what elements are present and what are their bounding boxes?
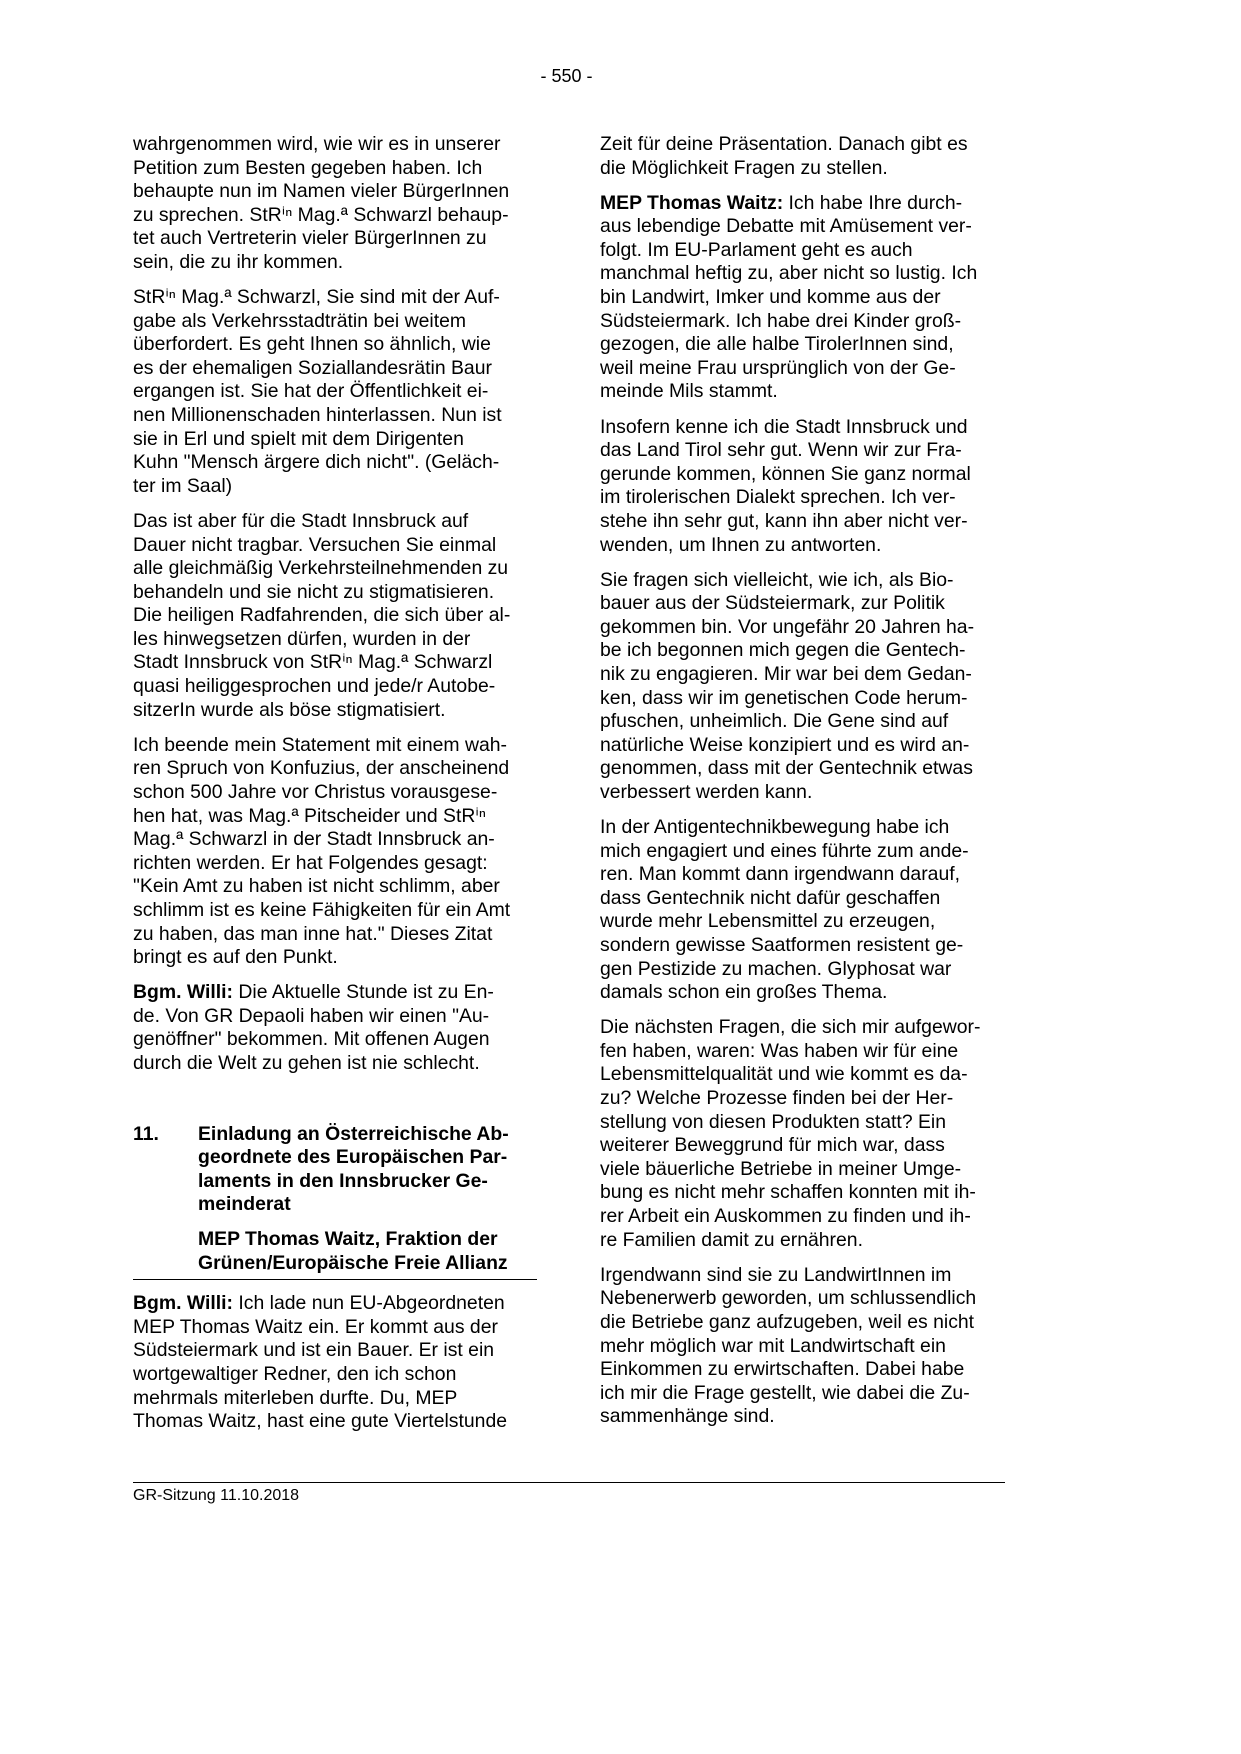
- text-line: nik zu engagieren. Mir war bei dem Gedan-: [600, 662, 972, 685]
- text-line: fen haben, waren: Was haben wir für eine: [600, 1039, 959, 1062]
- text-line: sie in Erl und spielt mit dem Dirigenten: [133, 427, 464, 450]
- text-line: stehe ihn sehr gut, kann ihn aber nicht ver-: [600, 509, 968, 532]
- heading-line: Einladung an Österreichische Ab-: [198, 1122, 509, 1145]
- left-paragraphs-before: [133, 133, 553, 1076]
- text-line: "Kein Amt zu haben ist nicht schlimm, aber: [133, 875, 500, 898]
- paragraph: [600, 133, 1020, 180]
- speech-text: Ich habe Ihre durch-: [783, 191, 963, 214]
- heading-divider: [133, 1279, 537, 1280]
- paragraph: [600, 569, 1020, 805]
- agenda-item-subtitle: [198, 1228, 553, 1275]
- text-line: wahrgenommen wird, wie wir es in unserer: [133, 133, 501, 155]
- text-line: les hinwegsetzen dürfen, wurden in der: [133, 627, 471, 650]
- text-line: In der Antigentechnikbewegung habe ich: [600, 816, 950, 839]
- text-line: Einkommen zu erwirtschaften. Dabei habe: [600, 1358, 965, 1381]
- text-line: ren Spruch von Konfuzius, der anscheinend: [133, 757, 510, 780]
- paragraph: [133, 734, 553, 970]
- agenda-item-title: [198, 1123, 553, 1217]
- text-line: viele bäuerliche Betriebe in meiner Umge-: [600, 1157, 962, 1180]
- text-line: ich mir die Frage gestellt, wie dabei die Zu-: [600, 1381, 970, 1404]
- text-line: sein, die zu ihr kommen.: [133, 250, 344, 273]
- text-line: Mag.ª Schwarzl in der Stadt Innsbruck an-: [133, 828, 495, 851]
- text-line: gabe als Verkehrsstadträtin bei weitem: [133, 309, 467, 332]
- text-line: manchmal heftig zu, aber nicht so lustig. Ich: [600, 262, 978, 285]
- text-line: Zeit für deine Präsentation. Danach gibt es: [600, 133, 968, 155]
- text-line: die Möglichkeit Fragen zu stellen.: [600, 156, 888, 179]
- text-line: Dauer nicht tragbar. Versuchen Sie einmal: [133, 533, 497, 556]
- text-line: Petition zum Besten gegeben haben. Ich: [133, 156, 483, 179]
- text-line: schlimm ist es keine Fähigkeiten für ein Amt: [133, 898, 511, 921]
- text-line: Stadt Innsbruck von StRⁱⁿ Mag.ª Schwarzl: [133, 651, 493, 674]
- text-line: bauer aus der Südsteiermark, zur Politik: [600, 592, 945, 615]
- text-line: [133, 1292, 553, 1316]
- agenda-item-number: 11.: [133, 1122, 159, 1145]
- heading-line: geordnete des Europäischen Par-: [198, 1146, 508, 1169]
- text-line: rer Arbeit ein Auskommen zu finden und ih-: [600, 1205, 971, 1228]
- text-line: Die heiligen Radfahrenden, die sich über al-: [133, 604, 511, 627]
- text-line: zu? Welche Prozesse finden bei der Her-: [600, 1087, 954, 1110]
- text-line: mehrmals miterleben durfte. Du, MEP: [133, 1386, 458, 1409]
- text-line: bin Landwirt, Imker und komme aus der: [600, 286, 941, 309]
- text-line: Lebensmittelqualität und wie kommt es da-: [600, 1063, 968, 1086]
- text-line: meinde Mils stammt.: [600, 380, 778, 403]
- text-line: sammenhänge sind.: [600, 1405, 775, 1428]
- text-line: die Betriebe ganz aufzugeben, weil es nicht: [600, 1310, 975, 1333]
- text-line: wenden, um Ihnen zu antworten.: [600, 533, 882, 556]
- text-line: nen Millionenschaden hinterlassen. Nun ist: [133, 404, 502, 427]
- text-line: sitzerIn wurde als böse stigmatisiert.: [133, 698, 446, 721]
- speech-text: Die Aktuelle Stunde ist zu En-: [233, 981, 494, 1004]
- text-line: behaupte nun im Namen vieler BürgerInnen: [133, 180, 510, 203]
- text-line: es der ehemaligen Soziallandesrätin Baur: [133, 356, 492, 379]
- left-column: [133, 133, 553, 1445]
- footer-divider: [133, 1482, 1005, 1483]
- text-line: Thomas Waitz, hast eine gute Viertelstunde: [133, 1410, 508, 1433]
- text-line: überfordert. Es geht Ihnen so ähnlich, wie: [133, 333, 491, 356]
- text-line: de. Von GR Depaoli haben wir einen "Au-: [133, 1004, 490, 1027]
- paragraph: [600, 1016, 1020, 1252]
- right-column: [600, 133, 1020, 1440]
- text-line: wurde mehr Lebensmittel zu erzeugen,: [600, 910, 936, 933]
- text-line: folgt. Im EU-Parlament geht es auch: [600, 238, 913, 261]
- text-line: zu haben, das man inne hat." Dieses Zitat: [133, 922, 493, 945]
- text-line: alle gleichmäßig Verkehrsteilnehmenden zu: [133, 557, 509, 580]
- text-line: verbessert werden kann.: [600, 780, 813, 803]
- text-line: Insofern kenne ich die Stadt Innsbruck und: [600, 415, 968, 438]
- heading-line: meinderat: [198, 1193, 291, 1216]
- text-line: Das ist aber für die Stadt Innsbruck auf: [133, 509, 469, 532]
- text-line: gerunde kommen, können Sie ganz normal: [600, 462, 971, 485]
- text-line: gekommen bin. Vor ungefähr 20 Jahren ha-: [600, 615, 975, 638]
- text-line: genommen, dass mit der Gentechnik etwas: [600, 757, 973, 780]
- text-line: [133, 981, 553, 1005]
- text-line: ren. Man kommt dann irgendwann darauf,: [600, 863, 961, 886]
- text-line: be ich begonnen mich gegen die Gentech-: [600, 639, 966, 662]
- speaker-name: MEP Thomas Waitz:: [600, 191, 784, 214]
- text-line: Irgendwann sind sie zu LandwirtInnen im: [600, 1263, 952, 1286]
- paragraph: [133, 981, 553, 1075]
- text-line: bung es nicht mehr schaffen konnten mit ih-: [600, 1181, 976, 1204]
- heading-line: Grünen/Europäische Freie Allianz: [198, 1251, 508, 1274]
- text-line: sondern gewisse Saatformen resistent ge-: [600, 934, 964, 956]
- speaker-name: Bgm. Willi:: [133, 1292, 234, 1315]
- paragraph: [600, 416, 1020, 558]
- heading-line: laments in den Innsbrucker Ge-: [198, 1169, 488, 1192]
- text-line: ergangen ist. Sie hat der Öffentlichkeit ei-: [133, 380, 489, 403]
- paragraph: [600, 1264, 1020, 1429]
- text-line: das Land Tirol sehr gut. Wenn wir zur Fra-: [600, 439, 962, 462]
- text-line: mich engagiert und eines führte zum ande-: [600, 839, 969, 862]
- left-paragraphs-after: [133, 1292, 553, 1434]
- text-line: richten werden. Er hat Folgendes gesagt:: [133, 851, 488, 874]
- text-line: mehr möglich war mit Landwirtschaft ein: [600, 1334, 946, 1357]
- text-line: bringt es auf den Punkt.: [133, 946, 338, 969]
- text-line: Ich beende mein Statement mit einem wah-: [133, 733, 507, 756]
- paragraph: [133, 1292, 553, 1434]
- text-line: durch die Welt zu gehen ist nie schlecht.: [133, 1051, 480, 1074]
- text-line: ken, dass wir im genetischen Code herum-: [600, 686, 968, 709]
- speech-text: Ich lade nun EU-Abgeordneten: [233, 1292, 505, 1315]
- text-line: damals schon ein großes Thema.: [600, 981, 888, 1004]
- paragraph: [133, 510, 553, 722]
- text-line: aus lebendige Debatte mit Amüsement ver-: [600, 215, 972, 238]
- text-line: stellung von diesen Produkten statt? Ein: [600, 1110, 947, 1133]
- text-line: ter im Saal): [133, 474, 233, 497]
- text-line: [600, 192, 1020, 216]
- text-line: MEP Thomas Waitz ein. Er kommt aus der: [133, 1315, 498, 1338]
- footer-text: GR-Sitzung 11.10.2018: [133, 1487, 300, 1504]
- text-line: Südsteiermark und ist ein Bauer. Er ist ein: [133, 1339, 495, 1362]
- text-line: gezogen, die alle halbe TirolerInnen sind,: [600, 333, 954, 356]
- text-line: quasi heiliggesprochen und jede/r Autobe-: [133, 675, 496, 698]
- page-number: - 550 -: [540, 66, 593, 86]
- text-line: wortgewaltiger Redner, den ich schon: [133, 1362, 457, 1385]
- heading-line: MEP Thomas Waitz, Fraktion der: [198, 1227, 498, 1250]
- text-line: Nebenerwerb geworden, um schlussendlich: [600, 1287, 977, 1310]
- text-line: im tirolerischen Dialekt sprechen. Ich ver-: [600, 486, 956, 509]
- paragraph: [133, 286, 553, 498]
- paragraph: [600, 192, 1020, 404]
- text-line: Südsteiermark. Ich habe drei Kinder groß-: [600, 309, 962, 332]
- text-line: schon 500 Jahre vor Christus vorausgese-: [133, 780, 498, 803]
- text-line: tet auch Vertreterin vieler BürgerInnen zu: [133, 227, 487, 250]
- text-line: hen hat, was Mag.ª Pitscheider und StRⁱⁿ: [133, 804, 486, 827]
- text-line: weiterer Beweggrund für mich war, dass: [600, 1134, 945, 1157]
- paragraph: [133, 133, 553, 275]
- text-line: dass Gentechnik nicht dafür geschaffen: [600, 886, 941, 909]
- text-line: Die nächsten Fragen, die sich mir aufgewor-: [600, 1016, 981, 1039]
- text-line: Kuhn "Mensch ärgere dich nicht". (Geläch-: [133, 451, 500, 474]
- right-paragraphs: [600, 133, 1020, 1429]
- text-line: Sie fragen sich vielleicht, wie ich, als Bio-: [600, 568, 954, 591]
- text-line: re Familien damit zu ernähren.: [600, 1228, 863, 1251]
- text-line: genöffner" bekommen. Mit offenen Augen: [133, 1028, 490, 1051]
- text-line: StRⁱⁿ Mag.ª Schwarzl, Sie sind mit der Auf-: [133, 286, 500, 309]
- text-line: natürliche Weise konzipiert und es wird an-: [600, 733, 970, 756]
- speaker-name: Bgm. Willi:: [133, 981, 234, 1004]
- text-line: pfuschen, unheimlich. Die Gene sind auf: [600, 710, 949, 733]
- text-line: weil meine Frau ursprünglich von der Ge-: [600, 356, 956, 379]
- paragraph: [600, 816, 1020, 1005]
- agenda-item-heading: [133, 1123, 553, 1276]
- text-line: behandeln und sie nicht zu stigmatisieren.: [133, 580, 495, 603]
- text-line: zu sprechen. StRⁱⁿ Mag.ª Schwarzl behaup-: [133, 203, 509, 226]
- text-line: gen Pestizide zu machen. Glyphosat war: [600, 957, 952, 980]
